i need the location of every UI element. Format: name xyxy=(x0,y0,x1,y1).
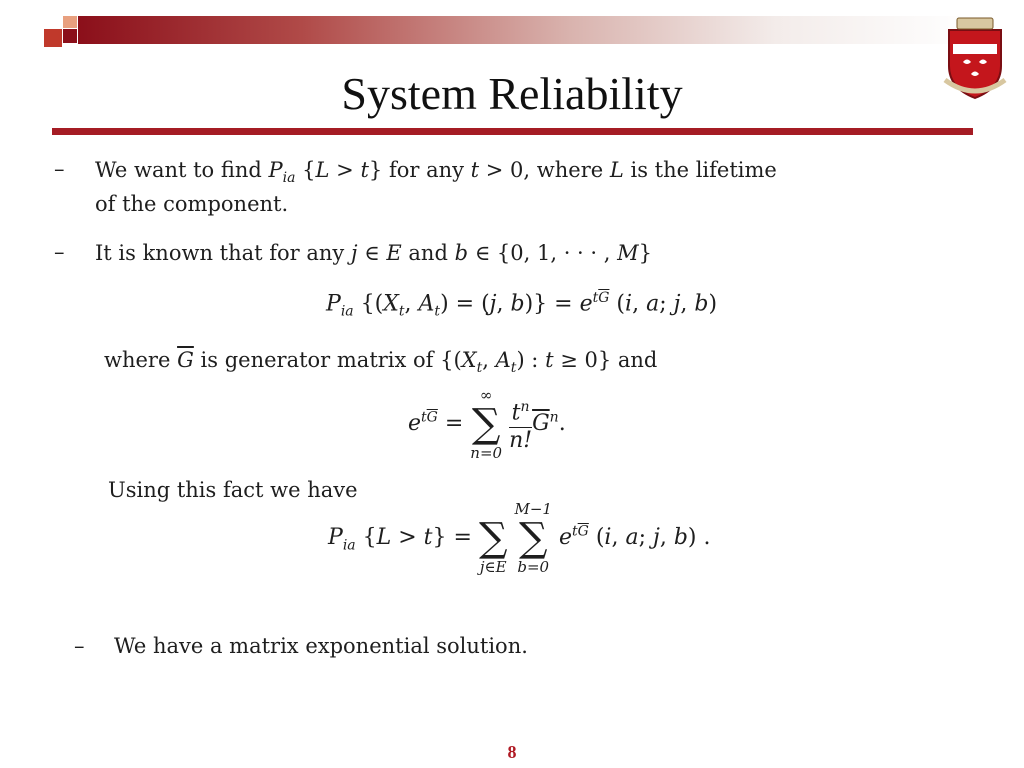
header-square-red xyxy=(44,29,62,47)
bullet-2-line-1: It is known that for any j ∈ E and b ∈ {0, 1, · · · , M} xyxy=(95,241,653,265)
title-underline-rule xyxy=(52,128,973,135)
equation-matrix-exponential: $e^{t\overline{G}}$ = ∞ ∑ n=0 $\frac{t^n}{n!}$ $\overline{G}^n$. xyxy=(408,386,566,462)
equation-lifetime-probability: $P_{ia}$ {L > t} = ∑ j∈E M−1 ∑ b=0 $e^{t\overline{G}}$ (i, a; j, b) . xyxy=(328,500,711,576)
bullet-dash-2: – xyxy=(54,240,65,264)
bullet-dash-1: – xyxy=(54,157,65,181)
bullet-3-text: We have a matrix exponential solution. xyxy=(114,634,528,658)
header-square-dark xyxy=(63,29,77,43)
page-number: 8 xyxy=(507,742,517,762)
using-fact-text: Using this fact we have xyxy=(108,478,358,502)
bullet-1-line-2: of the component. xyxy=(95,192,289,216)
equation-transition-probability: $P_{ia}$ {($X_t$, $A_t) = (j$, $b)\} = e^{t\overline{G}}$ (i, a; j, b) xyxy=(326,290,718,320)
bullet-1-line-1: We want to find $P_{ia}$ {L > t} for any t > 0, where L is the lifetime xyxy=(95,158,777,187)
bullet-dash-3: – xyxy=(74,634,85,658)
generator-matrix-text: where $\overline{G}$ is generator matrix of {($X_t$, $A_t$) : t ≥ 0} and xyxy=(104,348,658,377)
slide-title: System Reliability xyxy=(341,68,683,119)
header-square-peach xyxy=(63,16,77,28)
header-gradient-bar xyxy=(78,16,973,44)
